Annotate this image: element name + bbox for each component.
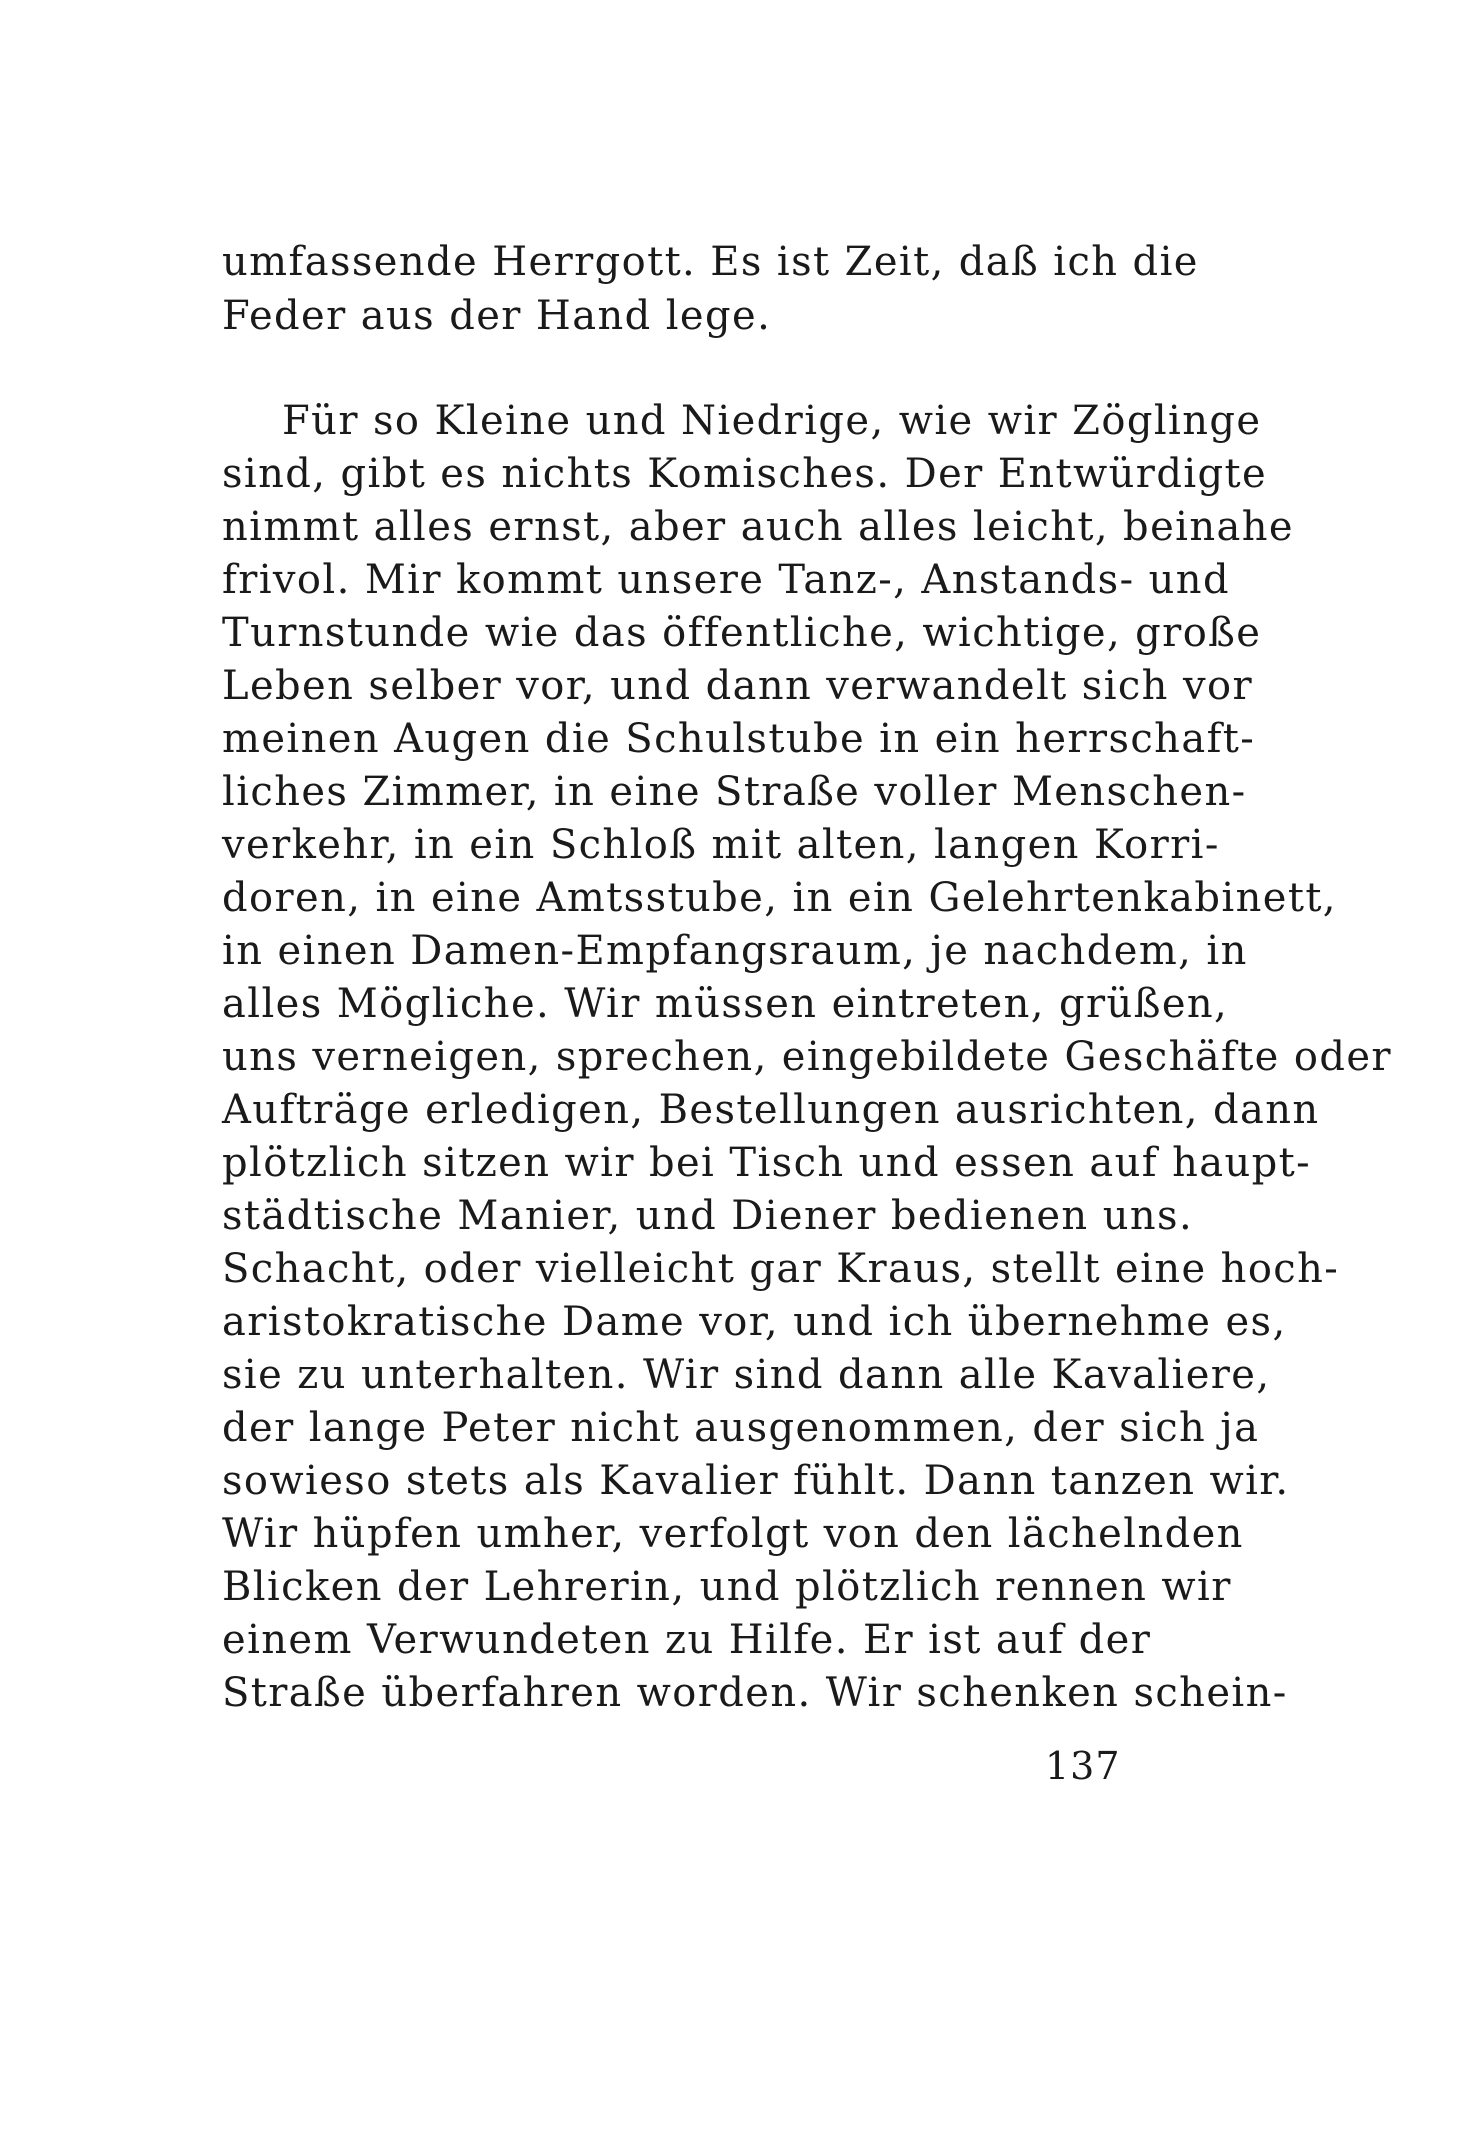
text-line: aristokratische Dame vor, und ich übernehme es, [222, 1299, 1287, 1345]
text-line: doren, in eine Amtsstube, in ein Gelehrtenkabinett, [222, 875, 1337, 921]
page-number: 137 [1045, 1744, 1121, 1788]
text-line: frivol. Mir kommt unsere Tanz-, Anstands- und [222, 557, 1230, 603]
text-line: alles Mögliche. Wir müssen eintreten, grüßen, [222, 981, 1229, 1027]
text-line: plötzlich sitzen wir bei Tisch und essen auf haupt- [222, 1140, 1312, 1186]
text-line: sie zu unterhalten. Wir sind dann alle Kavaliere, [222, 1352, 1271, 1398]
text-line: meinen Augen die Schulstube in ein herrschaft- [222, 716, 1256, 762]
text-line: Aufträge erledigen, Bestellungen ausrichten, dann [222, 1087, 1320, 1133]
text-line: sind, gibt es nichts Komisches. Der Entwürdigte [222, 451, 1268, 497]
text-line: Straße überfahren worden. Wir schenken schein- [222, 1670, 1288, 1716]
text-line: in einen Damen-Empfangsraum, je nachdem, in [222, 928, 1248, 974]
text-line: Leben selber vor, und dann verwandelt sich vor [222, 663, 1253, 709]
text-line: uns verneigen, sprechen, eingebildete Geschäfte oder [222, 1034, 1392, 1080]
text-line: der lange Peter nicht ausgenommen, der sich ja [222, 1405, 1260, 1451]
text-line: Blicken der Lehrerin, und plötzlich rennen wir [222, 1564, 1232, 1610]
text-line: Schacht, oder vielleicht gar Kraus, stellt eine hoch- [222, 1246, 1340, 1292]
text-line: einem Verwundeten zu Hilfe. Er ist auf der [222, 1617, 1152, 1663]
text-line: Wir hüpfen umher, verfolgt von den lächelnden [222, 1511, 1244, 1557]
text-line: umfassende Herrgott. Es ist Zeit, daß ich die [222, 239, 1199, 285]
text-line: Turnstunde wie das öffentliche, wichtige, große [222, 610, 1262, 656]
text-line: städtische Manier, und Diener bedienen uns. [222, 1193, 1194, 1239]
text-line: verkehr, in ein Schloß mit alten, langen Korri- [222, 822, 1220, 868]
text-line: Feder aus der Hand lege. [222, 293, 772, 339]
text-line: Für so Kleine und Niedrige, wie wir Zöglinge [282, 398, 1262, 444]
text-line: nimmt alles ernst, aber auch alles leicht, beinahe [222, 504, 1294, 550]
text-line: liches Zimmer, in eine Straße voller Menschen- [222, 769, 1247, 815]
text-line: sowieso stets als Kavalier fühlt. Dann tanzen wir. [222, 1458, 1290, 1504]
